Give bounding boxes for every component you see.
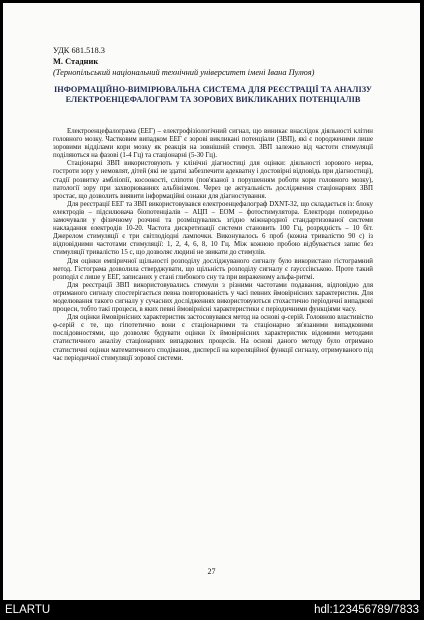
document-page: [3, 3, 420, 600]
paragraph: Для оцінки ймовірнісних характеристик застосовувався метод на основі φ-серій. Головною властивістю φ-серій є те, що гіпотетично вони є стаціонарними та стаціонарно зв'язаними випадковими послідовностями, що дозволяє будувати оцінки їх ймовірнісних характеристик відомими методами статистичного аналізу стаціонарних випадкових процесів. На основі даного методу було отримано статистичні оцінки математичного сподівання, дисперсії на кореляційної функції сигналу, отримуваного під час періодичної стимуляції зорової системи.: [53, 314, 373, 362]
page-number: 27: [207, 567, 216, 576]
paragraph: Для реєстрації ЗВП використовувались стимули з різними частотами подавання, відповідно для отриманого сигналу спостерігається певна повторюваність у часі певних ймовірнісних характеристик. Для моделювання такого сигналу у сучасних дослідженнях використовуються стохастично періодичні випадкові процеси, тобто такі процеси, в яких певні ймовірнісні характеристики є періодичними функціями часу.: [53, 281, 373, 314]
body-text: [53, 128, 373, 363]
paragraph: Електроенцефалограма (ЕЕГ) – електрофізіологічний сигнал, що виникає внаслідок діяльності клітин головного мозку. Частковим випадком ЕЕГ є зорові викликані потенціали (ЗВП), які є породженими лише зоровими відділами кори мозку як реакція на зовнішній стимул. ЗВП залежно від частоти стимуляції поділяються на фазові (1-4 Гц) та стаціонарні (5-30 Гц).: [53, 128, 373, 160]
author-name: М. Стадник: [53, 57, 99, 66]
viewer-footer-bar: [0, 600, 424, 620]
author-affiliation: (Тернопільський національний технічний університет імені Івана Пулюя): [53, 68, 315, 77]
handle-identifier: hdl:123456789/7833: [314, 604, 419, 616]
paragraph: Для реєстрації ЕЕГ та ЗВП використовувався електроенцефалограф DXNT-32, що складається із: блоку електродів – підсилювача біопотенціалів – АЦП – ЕОМ – фотостимулятора. Електроди попередньо замочували у фізичному розчині та розміщувались згідно міжнародної стандартизованої системи накладання електродів 10-20. Частота дискретизації системи становить 100 Гц, розрядність – 10 біт. Джерелом стимуляції є три світлодіодні лампочки. Виконувалось 6 проб (кожна тривалістю 90 с) із відповідними частотами стимуляції: 1, 2, 4, 6, 8, 10 Гц. Між кожною пробою відбувається запис без стимуляції тривалістю 15 с, що дозволяє людині не звикати до стимулів.: [53, 200, 373, 257]
udc-code: УДК 681.518.3: [53, 46, 105, 55]
paragraph: Стаціонарні ЗВП використовують у клінічні діагностиці для оцінки: діяльності зорового нерва, гостроти зору у немовлят, дітей (які не здатні забезпечити адекватну і достовірні відповідь при діагностиці), стадії розвитку амбліопії, косоокості, сліпоти (пов'язаної з порушенням роботи кори головного мозку), патології зору при захворюваннях альбінізмом. Через це актуальність дослідження стаціонарних ЗВП зростає, що дозволить виявити інформаційні ознаки для діагностування.: [53, 160, 373, 200]
repository-name: ELARTU: [5, 604, 51, 616]
paragraph: Для оцінки емпіричної щільності розподілу досліджуваного сигналу було використано гістограмний метод. Гістограма дозволила стверджувати, що щільність розподілу сигналу є гаусссівською. Проте такий розподіл є лише у ЕЕГ, записаних у стані глибокого сну та при вираженому альфа-ритмі.: [53, 257, 373, 281]
article-title: ІНФОРМАЦІЙНО-ВИМІРЮВАЛЬНА СИСТЕМА ДЛЯ РЕЄСТРАЦІЇ ТА АНАЛІЗУ ЕЛЕКТРОЕНЦЕФАЛОГРАМ ТА ЗОРОВИХ ВИКЛИКАНИХ ПОТЕНЦІАЛІВ: [54, 85, 372, 105]
